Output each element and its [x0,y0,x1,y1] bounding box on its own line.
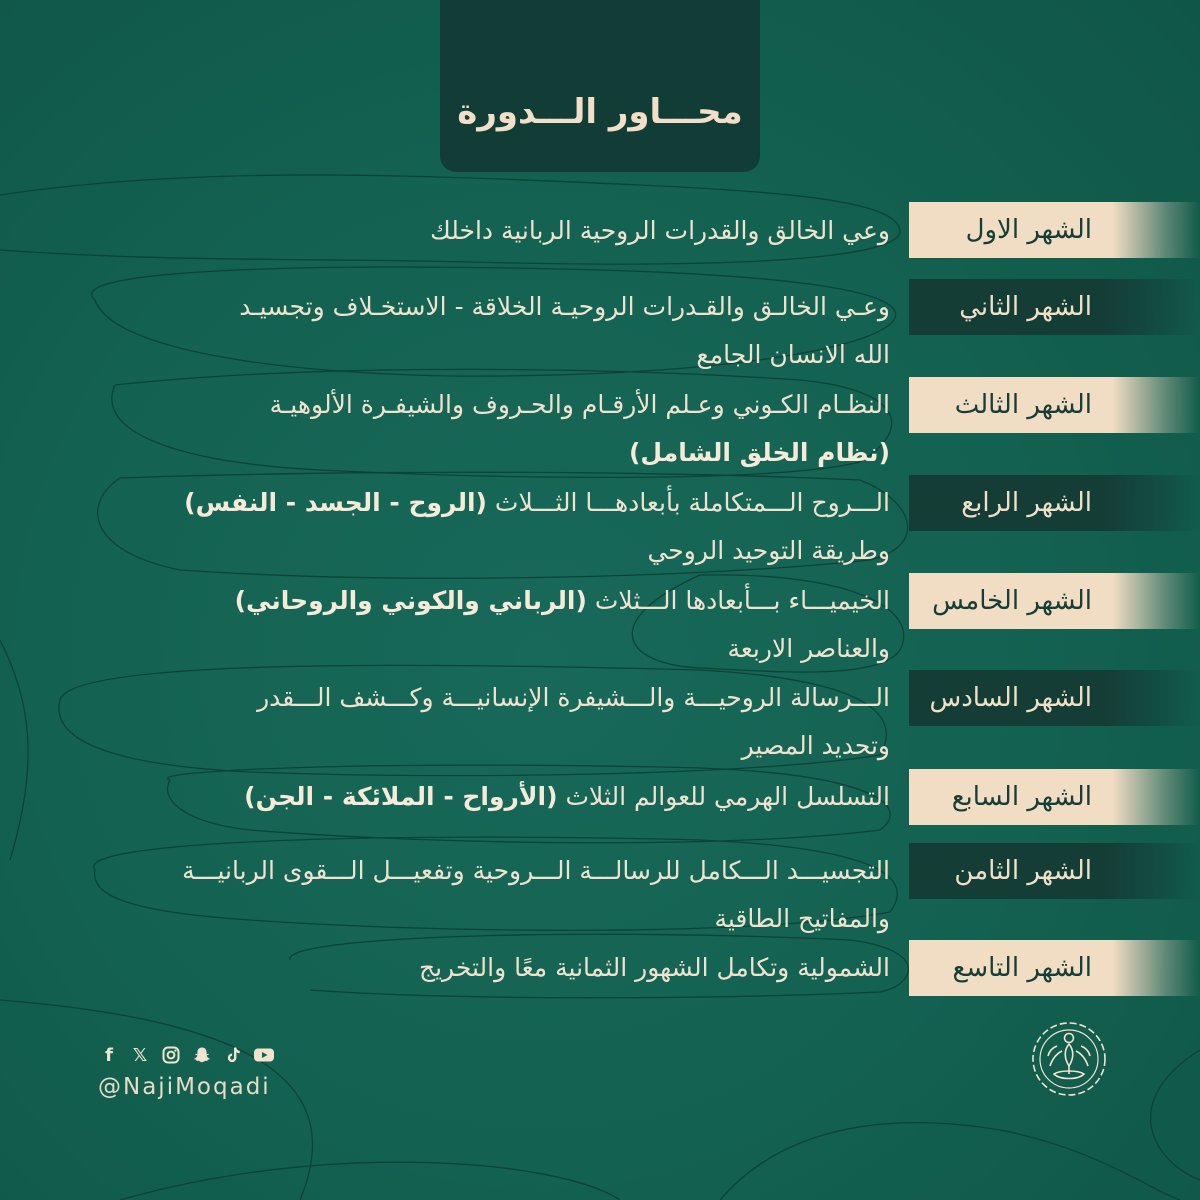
facebook-icon[interactable]: f [105,1044,113,1066]
page-title: محـــاور الـــدورة [457,92,743,132]
month-label-3: الشهر الثالث [909,377,1200,433]
description-text: وطريقة التوحيد الروحي [647,536,890,565]
description-line [78,207,890,255]
youtube-icon[interactable] [253,1044,275,1066]
month-label-5: الشهر الخامس [909,573,1200,629]
month-description-2 [78,283,890,379]
description-line [78,674,890,722]
month-description-4 [78,479,890,575]
description-line [78,625,890,673]
social-handle[interactable]: @NajiMoqadi [98,1074,271,1100]
description-line [78,381,890,429]
description-text: وعي الخالق والقدرات الروحية الربانية داخلك [430,216,890,245]
social-icons [98,1044,275,1066]
description-text: التجسيـــد الـــكامل للرسالـــة الـــروحية وتفعيـــل الـــقوى الربانيـــة [182,856,890,885]
month-label-6: الشهر السادس [909,670,1200,726]
description-line [78,944,890,992]
month-label-1: الشهر الاول [909,202,1200,258]
snapchat-icon[interactable] [191,1044,213,1066]
month-description-7 [78,773,890,821]
month-label-9: الشهر التاسع [909,940,1200,996]
x-icon[interactable]: 𝕏 [132,1044,148,1066]
month-description-1 [78,207,890,255]
title-panel [440,0,760,172]
description-text: الـــروح الـــمتكاملة بأبعادهـــا الثـــلاث [486,488,890,517]
instagram-icon[interactable] [160,1044,182,1066]
description-line [78,895,890,943]
description-text: التسلسل الهرمي للعوالم الثلاث [557,782,890,811]
month-label-4: الشهر الرابع [909,475,1200,531]
description-line [78,722,890,770]
description-line [78,479,890,527]
description-line [78,429,890,477]
description-text: الشمولية وتكامل الشهور الثمانية معًا والتخريج [418,953,890,982]
month-description-9 [78,944,890,992]
month-label-2: الشهر الثاني [909,279,1200,335]
description-line [78,283,890,331]
description-line [78,577,890,625]
description-text: والمفاتيح الطاقية [714,904,890,933]
description-line [78,847,890,895]
month-description-6 [78,674,890,770]
month-label-8: الشهر الثامن [909,843,1200,899]
month-label-7: الشهر السابع [909,769,1200,825]
description-text: الله الانسان الجامع [696,340,890,369]
tiktok-icon[interactable] [222,1044,244,1066]
month-description-8 [78,847,890,943]
description-text: النظـام الكـوني وعـلم الأرقـام والحـروف والشيفـرة الألوهيـة [269,390,890,419]
description-line [78,527,890,575]
highlighted-text: (الأرواح - الملائكة - الجن) [244,782,558,811]
description-line [78,331,890,379]
description-line [78,773,890,821]
description-text: والعناصر الاربعة [727,634,890,663]
highlighted-text: (الروح - الجسد - النفس) [184,488,487,517]
description-text: وعـي الخالـق والقـدرات الروحيـة الخلاقة - الاستخـلاف وتجسيـد [239,292,890,321]
description-text: الـــرسالة الروحيـــة والـــشيفرة الإنسانيـــة وكـــشف الـــقدر [257,683,890,712]
description-text: الخيميـــاء بـــأبعادها الـــثلاث [586,586,890,615]
description-text: وتحديد المصير [741,731,890,760]
month-description-3 [78,381,890,477]
highlighted-text: (نظام الخلق الشامل) [629,438,890,467]
highlighted-text: (الرباني والكوني والروحاني) [234,586,587,615]
month-description-5 [78,577,890,673]
lotus-meditation-logo-icon [1028,1018,1110,1100]
